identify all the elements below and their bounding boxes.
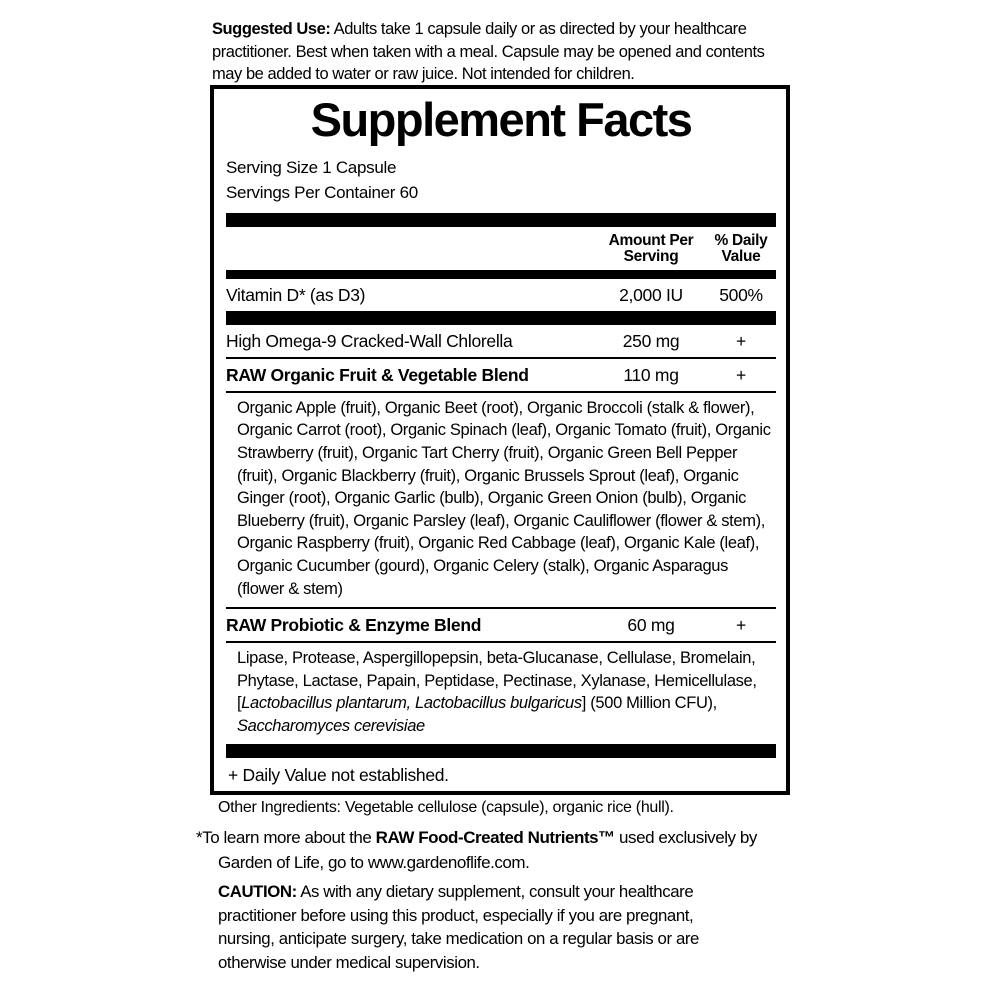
divider-bar-thick — [226, 213, 776, 227]
daily-value-header — [706, 233, 776, 265]
probiotic-latin-names: Saccharomyces cerevisiae — [237, 716, 425, 735]
blend-name: RAW Organic Fruit & Vegetable Blend — [226, 364, 529, 385]
ingredient-name: High Omega-9 Cracked-Wall Chlorella — [226, 330, 513, 351]
ingredient-name: Vitamin D* (as D3) — [226, 284, 366, 305]
probiotic-segment: ] (500 Million CFU), — [581, 694, 717, 713]
divider-rule — [226, 641, 776, 643]
dv-header-line1: % Daily — [714, 231, 768, 249]
daily-value: 500% — [719, 284, 763, 305]
caution-text: As with any dietary supplement, consult your healthcare practitioner before using this product, especially if you are pregnant, nursing, anticipate surgery, take medication on a regular basis or are otherwise under medical supervision. — [218, 882, 699, 972]
table-row-probiotic-enzyme-blend — [226, 609, 776, 641]
panel-title: Supplement Facts — [310, 93, 692, 146]
raw-note-prefix: *To learn more about the — [196, 828, 372, 847]
amount-value: 110 mg — [623, 364, 679, 385]
daily-value: + — [736, 330, 746, 351]
divider-bar-thick — [226, 311, 776, 325]
blend-name: RAW Probiotic & Enzyme Blend — [226, 615, 482, 636]
probiotic-segment: Lipase, Protease, Aspergillopepsin, beta-Glucanase, Cellulase, Bromelain, Phytase, Lactase, Papain, Peptidase, Pectinase, Xylanase, Hemicellulase, [ — [237, 649, 757, 713]
raw-note-suffix: used exclusively by Garden of Life, go to www.gardenoflife.com. — [218, 828, 757, 872]
raw-nutrients-footnote — [196, 825, 774, 875]
suggested-use-text: Adults take 1 capsule daily or as directed by your healthcare practitioner. Best when taken with a meal. Capsule may be opened and contents may be added to water or raw juice. Not intended for children. — [212, 20, 765, 83]
table-row-vitamin-d — [226, 279, 776, 311]
amount-value: 60 mg — [627, 615, 675, 636]
suggested-use-paragraph — [212, 18, 792, 86]
amount-per-serving-header — [596, 233, 706, 265]
caution-label: CAUTION: — [218, 882, 297, 901]
fruit-veg-ingredient-list: Organic Apple (fruit), Organic Beet (root), Organic Broccoli (stalk & flower), Organic Carrot (root), Organic Spinach (leaf), Organic Tomato (fruit), Organic Strawberry (fruit), Organic Tart Cherry (fruit), Organic Green Bell Pepper (fruit), Organic Blackberry (fruit), Organic Brussels Sprout (leaf), Organic Ginger (root), Organic Garlic (bulb), Organic Green Onion (bulb), Organic Blueberry (fruit), Organic Parsley (leaf), Organic Cauliflower (flower & stem), Organic Raspberry (fruit), Organic Red Cabbage (leaf), Organic Kale (leaf), Organic Cucumber (gourd), Organic Celery (stalk), Organic Asparagus (flower & stem) — [237, 398, 771, 598]
amount-header-line1: Amount Per — [608, 231, 694, 249]
dv-header-line2: Value — [721, 247, 761, 265]
column-headers — [226, 227, 776, 270]
other-ingredients: Other Ingredients: Vegetable cellulose (capsule), organic rice (hull). — [218, 799, 674, 816]
daily-value: + — [736, 364, 746, 385]
caution-paragraph — [218, 880, 723, 974]
divider-bar-medium — [226, 270, 776, 279]
serving-size: Serving Size 1 Capsule — [226, 157, 397, 177]
suggested-use-label: Suggested Use: — [212, 20, 331, 38]
table-row-chlorella — [226, 325, 776, 357]
amount-value: 2,000 IU — [619, 284, 683, 305]
serving-info — [226, 155, 776, 205]
table-row-fruit-veg-blend — [226, 359, 776, 391]
divider-bar-thick — [226, 744, 776, 758]
amount-value: 250 mg — [622, 330, 680, 351]
daily-value-footnote: + Daily Value not established. — [228, 765, 449, 786]
daily-value: + — [736, 615, 746, 636]
amount-header-line2: Serving — [623, 247, 679, 265]
servings-per-container: Servings Per Container 60 — [226, 182, 418, 202]
probiotic-latin-names: Lactobacillus plantarum, Lactobacillus bulgaricus — [241, 694, 582, 713]
supplement-facts-panel — [210, 85, 790, 795]
divider-rule — [226, 391, 776, 393]
raw-note-trademark: RAW Food-Created Nutrients™ — [375, 828, 615, 847]
probiotic-ingredient-list — [237, 647, 776, 737]
